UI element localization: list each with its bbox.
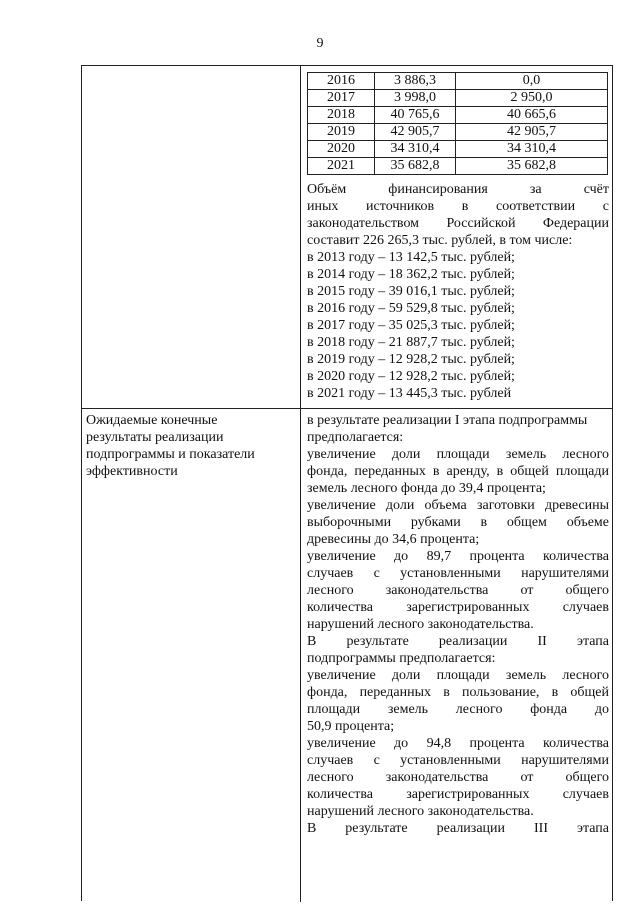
results-line: увеличение до 89,7 процента количества <box>307 549 609 564</box>
amount-cell: 3 886,3 <box>375 73 456 90</box>
year-cell: 2021 <box>308 158 375 175</box>
row-divider <box>82 408 612 409</box>
amount-cell: 0,0 <box>456 73 608 90</box>
financing-year-item: в 2019 году – 12 928,2 тыс. рублей; <box>307 352 515 367</box>
results-line: увеличение до 94,8 процента количества <box>307 736 609 751</box>
financing-intro-line: иных источников в соответствии с <box>307 199 609 214</box>
results-line: площади земель лесного фонда до <box>307 702 609 717</box>
results-line: фонда, переданных в аренду, в общей площади <box>307 464 609 479</box>
financing-year-item: в 2020 году – 12 928,2 тыс. рублей; <box>307 369 515 384</box>
results-line: предполагается: <box>307 430 404 445</box>
passport-table <box>81 65 613 901</box>
results-line: случаев с установленными нарушителями <box>307 753 609 768</box>
results-line: земель лесного фонда до 39,4 процента; <box>307 481 546 496</box>
year-cell: 2017 <box>308 90 375 107</box>
financing-year-item: в 2017 году – 35 025,3 тыс. рублей; <box>307 318 515 333</box>
results-line: В результате реализации II этапа <box>307 634 609 649</box>
results-line: нарушений лесного законодательства. <box>307 804 534 819</box>
results-line: выборочными рубками в общем объеме <box>307 515 609 530</box>
page-number: 9 <box>316 36 324 51</box>
results-line: количества зарегистрированных случаев <box>307 600 609 615</box>
results-line: нарушений лесного законодательства. <box>307 617 534 632</box>
results-line: фонда, переданных в пользование, в общей <box>307 685 609 700</box>
column-divider <box>300 66 301 902</box>
financing-year-item: в 2021 году – 13 445,3 тыс. рублей <box>307 386 512 401</box>
financing-year-item: в 2016 году – 59 529,8 тыс. рублей; <box>307 301 515 316</box>
results-label-line: результаты реализации <box>86 430 224 445</box>
year-cell: 2019 <box>308 124 375 141</box>
table-row <box>308 107 608 124</box>
amount-cell: 2 950,0 <box>456 90 608 107</box>
results-line: 50,9 процента; <box>307 719 395 734</box>
financing-year-item: в 2015 году – 39 016,1 тыс. рублей; <box>307 284 515 299</box>
results-line: случаев с установленными нарушителями <box>307 566 609 581</box>
year-cell: 2018 <box>308 107 375 124</box>
table-row <box>308 90 608 107</box>
financing-year-item: в 2018 году – 21 887,7 тыс. рублей; <box>307 335 515 350</box>
results-label-line: подпрограммы и показатели <box>86 447 255 462</box>
table-row <box>308 73 608 90</box>
results-line: лесного законодательства от общего <box>307 583 609 598</box>
amount-cell: 34 310,4 <box>375 141 456 158</box>
results-label-line: эффективности <box>86 464 178 479</box>
amount-cell: 34 310,4 <box>456 141 608 158</box>
amount-cell: 42 905,7 <box>456 124 608 141</box>
financing-by-year-table <box>307 72 608 175</box>
results-line: в результате реализации I этапа подпрограммы <box>307 413 588 428</box>
results-line: В результате реализации III этапа <box>307 821 609 836</box>
amount-cell: 42 905,7 <box>375 124 456 141</box>
financing-intro-line: законодательством Российской Федерации <box>307 216 609 231</box>
results-line: подпрограммы предполагается: <box>307 651 496 666</box>
results-label <box>86 412 296 480</box>
amount-cell: 35 682,8 <box>375 158 456 175</box>
results-line: количества зарегистрированных случаев <box>307 787 609 802</box>
results-label-line: Ожидаемые конечные <box>86 413 218 428</box>
financing-intro-last: составит 226 265,3 тыс. рублей, в том числе: <box>307 233 573 248</box>
table-row <box>308 124 608 141</box>
results-line: увеличение доли площади земель лесного <box>307 447 609 462</box>
results-line: увеличение доли площади земель лесного <box>307 668 609 683</box>
results-line: древесины до 34,6 процента; <box>307 532 480 547</box>
financing-intro-line: Объём финансирования за счёт <box>307 182 609 197</box>
year-cell: 2020 <box>308 141 375 158</box>
results-line: увеличение доли объема заготовки древесины <box>307 498 609 513</box>
amount-cell: 40 765,6 <box>375 107 456 124</box>
table-row <box>308 141 608 158</box>
amount-cell: 3 998,0 <box>375 90 456 107</box>
table-row <box>308 158 608 175</box>
financing-year-item: в 2013 году – 13 142,5 тыс. рублей; <box>307 250 515 265</box>
financing-year-item: в 2014 году – 18 362,2 тыс. рублей; <box>307 267 515 282</box>
year-cell: 2016 <box>308 73 375 90</box>
results-line: лесного законодательства от общего <box>307 770 609 785</box>
other-sources-financing <box>307 181 609 402</box>
amount-cell: 40 665,6 <box>456 107 608 124</box>
amount-cell: 35 682,8 <box>456 158 608 175</box>
results-text <box>307 412 609 837</box>
